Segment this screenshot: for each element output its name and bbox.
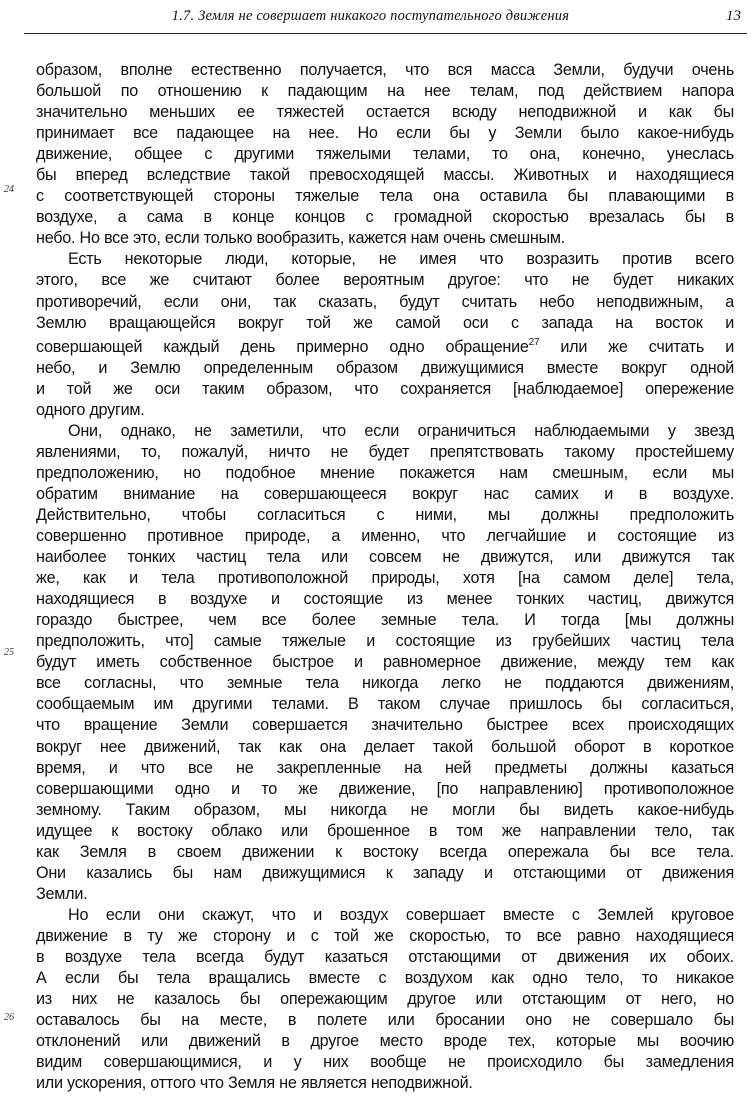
page-number: 13: [726, 8, 741, 24]
text-line: Земли.: [36, 884, 88, 903]
running-title: 1.7. Земля не совершает никакого поступательного движения: [171, 8, 570, 24]
text-line: с соответствующей стороны тяжелые тела она оставила бы плавающими в: [36, 187, 734, 206]
text-line: же, как и тела противоположной природы, хотя [на самом деле] тела,: [36, 569, 734, 588]
text-line: небо, и Землю определенным образом движущимися вместе вокруг одной: [36, 358, 734, 377]
text-line: Действительно, чтобы согласиться с ними, мы должны предположить: [36, 505, 734, 524]
footnote-marker: 27: [528, 336, 540, 348]
text-line: идущее к востоку облако или брошенное в том же направлении тело, так: [36, 821, 734, 840]
text-line: все согласны, что земные тела никогда легко не поддаются движениям,: [36, 674, 734, 693]
text-line: что вращение Земли совершается значительно быстрее всех происходящих: [36, 716, 734, 735]
text-line: Но если они скажут, что и воздух совершает вместе с Землей круговое: [68, 905, 734, 924]
text-segment: или же считать и: [560, 337, 735, 356]
text-line: принимает все падающее на нее. Но если бы у Земли было какое-нибудь: [36, 124, 734, 143]
text-line: противоречий, если они, так сказать, будут считать небо неподвижным, а: [36, 292, 734, 311]
text-line: большой по отношению к падающим на нее телам, под действием напора: [36, 82, 734, 101]
margin-number: 26: [4, 1012, 14, 1023]
text-line: А если бы тела вращались вместе с воздухом как одно тело, то никакое: [36, 969, 734, 988]
text-line: в воздухе тела всегда будут казаться отстающими от движения их обоих.: [36, 947, 734, 966]
text-line: находящиеся в воздухе и состоящие из менее тонких частиц, движутся: [36, 590, 734, 609]
text-segment: совершающей каждый день примерно одно обращение: [36, 337, 529, 356]
text-line: предположить, что] самые тяжелые и состоящие из грубейших частиц тела: [36, 632, 734, 651]
text-line: наиболее тонких частиц тела или совсем не движутся, или движутся так: [36, 548, 734, 567]
body-text: [36, 60, 734, 1094]
text-line: бы вперед вследствие такой превосходящей массы. Животных и находящиеся: [36, 166, 734, 185]
text-line: видим совершающимися, и у них вообще не происходило бы замедления: [36, 1053, 734, 1072]
text-line: предположению, но подобное мнение покажется нам смешным, если мы: [36, 463, 734, 482]
text-line: движение в ту же сторону и с той же скоростью, то все равно находящиеся: [36, 926, 734, 945]
text-line: [36, 337, 734, 358]
text-line: обратим внимание на совершающееся вокруг нас самих и в воздухе.: [36, 484, 734, 503]
text-line: значительно меньших ее тяжестей остается всюду неподвижной и как бы: [36, 103, 734, 122]
text-line: воздухе, а сама в конце концов с громадной скоростью врезалась бы в: [36, 208, 734, 227]
text-line: как Земля в своем движении к востоку всегда опережала бы все тела.: [36, 842, 734, 861]
header-rule: [24, 33, 747, 34]
text-line: явлениями, то, пожалуй, ничто не будет препятствовать такому простейшему: [36, 442, 734, 461]
text-line: Землю вращающейся вокруг той же самой оси с запада на восток и: [36, 313, 734, 332]
text-line: одного другим.: [36, 400, 145, 419]
text-line: совершенно противное природе, а именно, что легчайшие и состоящие из: [36, 527, 734, 546]
margin-number: 25: [4, 647, 14, 658]
text-line: движение, общее с другими тяжелыми телами, то она, конечно, унеслась: [36, 145, 734, 164]
text-line: и той же оси таким образом, что сохраняется [наблюдаемое] опережение: [36, 379, 734, 398]
text-line: будут иметь собственное быстрое и равномерное движение, между тем как: [36, 653, 734, 672]
text-line: образом, вполне естественно получается, что вся масса Земли, будучи очень: [36, 61, 734, 79]
text-line: вокруг нее движений, так как она делает такой большой оборот в короткое: [36, 737, 734, 756]
text-line: или ускорения, оттого что Земля не является неподвижной.: [36, 1074, 473, 1093]
text-line: этого, все же считают более вероятным другое: что не будет никаких: [36, 271, 734, 290]
text-line: гораздо быстрее, чем все более земные тела. И тогда [мы должны: [36, 611, 734, 630]
text-line: отклонений или движений в другое место вроде тех, которые мы воочию: [36, 1032, 734, 1051]
text-line: Они казались бы нам движущимися к западу и отстающими от движения: [36, 863, 734, 882]
text-line: время, и что все не закрепленные на ней предметы должны казаться: [36, 758, 734, 777]
text-line: Они, однако, не заметили, что если ограничиться наблюдаемыми у звезд: [68, 421, 734, 440]
text-line: оставалось бы на месте, в полете или бросании оно не совершало бы: [36, 1011, 734, 1030]
running-header: [36, 4, 745, 30]
text-line: земному. Таким образом, мы никогда не могли бы видеть какое-нибудь: [36, 800, 734, 819]
margin-number: 24: [4, 184, 14, 195]
text-line: Есть некоторые люди, которые, не имея что возразить против всего: [68, 250, 734, 269]
text-line: сообщаемым им другими телами. В таком случае пришлось бы согласиться,: [36, 695, 734, 714]
text-line: небо. Но все это, если только вообразить, кажется нам очень смешным.: [36, 229, 566, 248]
text-line: совершающими одно и то же движение, [по направлению] противоположное: [36, 779, 734, 798]
text-line: из них не казалось бы опережающим другое или отстающим от него, но: [36, 990, 734, 1009]
